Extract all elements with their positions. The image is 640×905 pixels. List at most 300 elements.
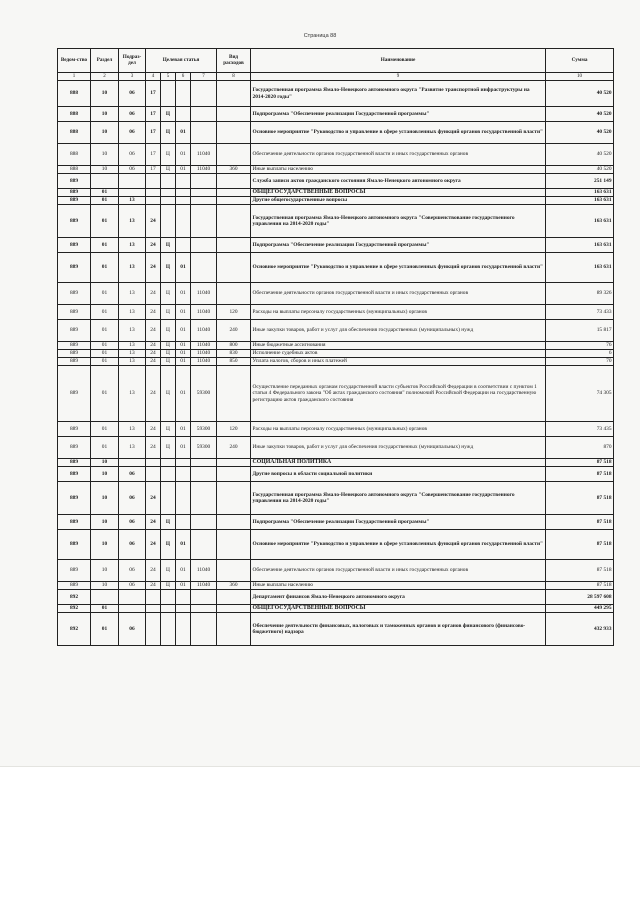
cell-vid-rashodov: 120 [217, 305, 251, 320]
cell-cs-subprogram [161, 482, 176, 515]
cell-cs-program [146, 197, 161, 205]
cell-summa: 74 305 [546, 366, 614, 422]
col-number: 8 [217, 73, 251, 81]
table-row [58, 459, 614, 467]
cell-cs-program: 24 [146, 582, 161, 590]
cell-vid-rashodov: 360 [217, 166, 251, 174]
cell-vid-rashodov [217, 122, 251, 144]
cell-vedomstvo: 888 [58, 144, 91, 166]
cell-vid-rashodov [217, 144, 251, 166]
cell-cs-direction [191, 530, 217, 560]
cell-vedomstvo: 889 [58, 197, 91, 205]
cell-cs-direction: 11040 [191, 560, 217, 582]
cell-vedomstvo: 892 [58, 613, 91, 646]
table-row [58, 437, 614, 459]
cell-cs-event [176, 515, 191, 530]
cell-cs-event [176, 81, 191, 107]
cell-naimenovanie: Служба записи актов гражданского состояния Ямало-Ненецкого автономного округа [251, 174, 546, 189]
cell-vid-rashodov [217, 253, 251, 283]
cell-vedomstvo: 889 [58, 358, 91, 366]
cell-naimenovanie: Государственная программа Ямало-Ненецкого автономного округа "Совершенствование государственного управления на 2014-2020 годы" [251, 482, 546, 515]
table-row [58, 467, 614, 482]
cell-cs-event [176, 107, 191, 122]
cell-podrazdel: 13 [119, 305, 146, 320]
cell-vedomstvo: 889 [58, 422, 91, 437]
table-row [58, 205, 614, 238]
cell-cs-event [176, 613, 191, 646]
cell-vid-rashodov [217, 482, 251, 515]
cell-vid-rashodov [217, 605, 251, 613]
cell-vedomstvo: 888 [58, 166, 91, 174]
cell-podrazdel: 13 [119, 342, 146, 350]
cell-summa: 87 518 [546, 459, 614, 467]
cell-cs-program [146, 590, 161, 605]
page-label: Страница 88 [303, 33, 337, 39]
cell-naimenovanie: Другие вопросы в области социальной политики [251, 467, 546, 482]
table-row [58, 342, 614, 350]
cell-cs-event: 01 [176, 422, 191, 437]
cell-cs-direction [191, 459, 217, 467]
cell-cs-direction [191, 253, 217, 283]
cell-cs-subprogram: Ц [161, 582, 176, 590]
cell-cs-direction: 11040 [191, 358, 217, 366]
cell-cs-program: 24 [146, 358, 161, 366]
cell-cs-subprogram: Ц [161, 350, 176, 358]
cell-razdel: 10 [91, 560, 119, 582]
cell-vid-rashodov [217, 189, 251, 197]
cell-podrazdel: 13 [119, 366, 146, 422]
cell-cs-program [146, 174, 161, 189]
table-row [58, 283, 614, 305]
cell-cs-direction [191, 467, 217, 482]
cell-cs-subprogram: Ц [161, 253, 176, 283]
cell-razdel: 10 [91, 122, 119, 144]
cell-podrazdel [119, 590, 146, 605]
cell-cs-event [176, 605, 191, 613]
cell-cs-direction: 11040 [191, 350, 217, 358]
cell-vid-rashodov [217, 205, 251, 238]
cell-cs-direction [191, 515, 217, 530]
cell-razdel: 01 [91, 358, 119, 366]
cell-naimenovanie: Уплата налогов, сборов и иных платежей [251, 358, 546, 366]
cell-cs-subprogram: Ц [161, 166, 176, 174]
cell-cs-program [146, 467, 161, 482]
cell-cs-subprogram: Ц [161, 422, 176, 437]
cell-cs-subprogram [161, 613, 176, 646]
cell-vedomstvo: 889 [58, 582, 91, 590]
cell-summa: 163 631 [546, 205, 614, 238]
cell-razdel: 01 [91, 605, 119, 613]
cell-summa: 87 518 [546, 582, 614, 590]
cell-podrazdel [119, 459, 146, 467]
cell-razdel: 01 [91, 197, 119, 205]
cell-vid-rashodov: 240 [217, 320, 251, 342]
cell-vid-rashodov [217, 197, 251, 205]
cell-cs-direction: 11040 [191, 283, 217, 305]
header-razdel: Раздел [91, 49, 119, 73]
cell-summa: 15 817 [546, 320, 614, 342]
cell-cs-event: 01 [176, 144, 191, 166]
cell-summa: 163 631 [546, 189, 614, 197]
cell-cs-program: 24 [146, 350, 161, 358]
cell-vid-rashodov [217, 467, 251, 482]
cell-vid-rashodov [217, 283, 251, 305]
cell-cs-program: 17 [146, 122, 161, 144]
cell-naimenovanie: Расходы на выплаты персоналу государственных (муниципальных) органов [251, 422, 546, 437]
cell-podrazdel: 06 [119, 166, 146, 174]
cell-razdel [91, 174, 119, 189]
cell-vid-rashodov [217, 459, 251, 467]
cell-cs-direction [191, 205, 217, 238]
cell-cs-subprogram: Ц [161, 515, 176, 530]
cell-cs-subprogram: Ц [161, 305, 176, 320]
cell-cs-program: 17 [146, 166, 161, 174]
table-row [58, 305, 614, 320]
cell-razdel: 01 [91, 320, 119, 342]
cell-cs-program: 24 [146, 253, 161, 283]
cell-cs-direction [191, 122, 217, 144]
cell-podrazdel: 13 [119, 238, 146, 253]
cell-cs-subprogram [161, 197, 176, 205]
cell-cs-subprogram [161, 590, 176, 605]
cell-razdel: 01 [91, 350, 119, 358]
col-number: 5 [161, 73, 176, 81]
cell-cs-program: 24 [146, 320, 161, 342]
cell-naimenovanie: Департамент финансов Ямало-Ненецкого автономного округа [251, 590, 546, 605]
table-row [58, 605, 614, 613]
cell-razdel: 10 [91, 482, 119, 515]
cell-cs-program: 24 [146, 560, 161, 582]
cell-cs-direction [191, 605, 217, 613]
cell-cs-event: 01 [176, 253, 191, 283]
cell-summa: 251 149 [546, 174, 614, 189]
cell-summa: 73 433 [546, 305, 614, 320]
cell-naimenovanie: Расходы на выплаты персоналу государственных (муниципальных) органов [251, 305, 546, 320]
table-row [58, 560, 614, 582]
header-celevaya-statya: Целевая статья [146, 49, 217, 73]
cell-vedomstvo: 889 [58, 189, 91, 197]
cell-razdel: 01 [91, 253, 119, 283]
cell-podrazdel: 13 [119, 350, 146, 358]
budget-table [57, 48, 614, 646]
cell-summa: 449 295 [546, 605, 614, 613]
table-row [58, 107, 614, 122]
cell-vedomstvo: 889 [58, 437, 91, 459]
cell-summa: 40 520 [546, 81, 614, 107]
cell-summa: 73 435 [546, 422, 614, 437]
cell-cs-subprogram: Ц [161, 530, 176, 560]
cell-cs-subprogram [161, 205, 176, 238]
cell-cs-event [176, 590, 191, 605]
cell-podrazdel [119, 174, 146, 189]
cell-razdel: 01 [91, 189, 119, 197]
cell-cs-event [176, 205, 191, 238]
cell-cs-subprogram: Ц [161, 437, 176, 459]
cell-summa: 870 [546, 437, 614, 459]
header-vid-rashodov: Вид расходов [217, 49, 251, 73]
cell-cs-subprogram [161, 174, 176, 189]
cell-cs-subprogram: Ц [161, 107, 176, 122]
cell-vid-rashodov [217, 613, 251, 646]
cell-razdel: 01 [91, 422, 119, 437]
cell-cs-direction: 11040 [191, 166, 217, 174]
cell-naimenovanie: Обеспечение деятельности финансовых, налоговых и таможенных органов и органов финансового (финансово-бюджетного) надзора [251, 613, 546, 646]
cell-summa: 432 933 [546, 613, 614, 646]
cell-vedomstvo: 889 [58, 530, 91, 560]
cell-cs-direction: 11040 [191, 320, 217, 342]
cell-vid-rashodov [217, 530, 251, 560]
cell-cs-direction: 59300 [191, 366, 217, 422]
cell-cs-event: 01 [176, 283, 191, 305]
cell-cs-direction [191, 590, 217, 605]
cell-cs-program: 24 [146, 482, 161, 515]
cell-cs-program: 24 [146, 283, 161, 305]
cell-podrazdel: 13 [119, 358, 146, 366]
cell-naimenovanie: Основное мероприятие "Руководство и управление в сфере установленных функций органов государственной власти" [251, 530, 546, 560]
table-row [58, 144, 614, 166]
cell-cs-direction [191, 238, 217, 253]
cell-naimenovanie: Исполнение судебных актов [251, 350, 546, 358]
cell-cs-program: 17 [146, 81, 161, 107]
header-summa: Сумма [546, 49, 614, 73]
cell-cs-subprogram: Ц [161, 560, 176, 582]
table-row [58, 582, 614, 590]
table-row [58, 515, 614, 530]
cell-podrazdel: 06 [119, 482, 146, 515]
cell-cs-event: 01 [176, 366, 191, 422]
table-row [58, 613, 614, 646]
cell-cs-subprogram: Ц [161, 122, 176, 144]
table-row [58, 253, 614, 283]
cell-vedomstvo: 892 [58, 605, 91, 613]
cell-cs-event: 01 [176, 122, 191, 144]
cell-cs-program [146, 459, 161, 467]
cell-podrazdel: 06 [119, 582, 146, 590]
cell-cs-direction: 11040 [191, 144, 217, 166]
cell-cs-program: 24 [146, 238, 161, 253]
cell-razdel: 01 [91, 437, 119, 459]
cell-naimenovanie: Иные закупки товаров, работ и услуг для обеспечения государственных (муниципальных) нужд [251, 320, 546, 342]
cell-cs-direction: 11040 [191, 582, 217, 590]
cell-summa: 40 520 [546, 107, 614, 122]
header-vedomstvo: Ведом-ство [58, 49, 91, 73]
cell-vedomstvo: 889 [58, 467, 91, 482]
cell-cs-direction: 11040 [191, 305, 217, 320]
cell-podrazdel: 06 [119, 144, 146, 166]
col-number: 7 [191, 73, 217, 81]
cell-cs-program [146, 605, 161, 613]
cell-cs-event: 01 [176, 305, 191, 320]
cell-vedomstvo: 889 [58, 174, 91, 189]
cell-vedomstvo: 892 [58, 590, 91, 605]
cell-summa: 40 520 [546, 122, 614, 144]
cell-naimenovanie: Иные выплаты населению [251, 166, 546, 174]
cell-cs-program: 24 [146, 530, 161, 560]
cell-cs-program: 24 [146, 305, 161, 320]
cell-vid-rashodov [217, 515, 251, 530]
cell-naimenovanie: ОБЩЕГОСУДАРСТВЕННЫЕ ВОПРОСЫ [251, 189, 546, 197]
cell-vid-rashodov [217, 366, 251, 422]
cell-cs-event: 01 [176, 166, 191, 174]
cell-naimenovanie: Обеспечение деятельности органов государственной власти и иных государственных органов [251, 283, 546, 305]
cell-cs-direction [191, 197, 217, 205]
cell-cs-direction: 59300 [191, 422, 217, 437]
cell-summa: 89 326 [546, 283, 614, 305]
cell-podrazdel: 13 [119, 320, 146, 342]
cell-naimenovanie: СОЦИАЛЬНАЯ ПОЛИТИКА [251, 459, 546, 467]
table-row [58, 530, 614, 560]
cell-cs-subprogram [161, 459, 176, 467]
table-row [58, 122, 614, 144]
cell-vid-rashodov [217, 238, 251, 253]
cell-vedomstvo: 889 [58, 560, 91, 582]
cell-summa: 87 518 [546, 560, 614, 582]
cell-cs-program [146, 189, 161, 197]
cell-podrazdel: 06 [119, 515, 146, 530]
cell-razdel: 01 [91, 283, 119, 305]
cell-cs-subprogram: Ц [161, 366, 176, 422]
cell-podrazdel: 06 [119, 122, 146, 144]
cell-vedomstvo: 889 [58, 253, 91, 283]
cell-cs-subprogram [161, 605, 176, 613]
table-row [58, 197, 614, 205]
cell-podrazdel: 13 [119, 437, 146, 459]
cell-podrazdel [119, 605, 146, 613]
header-podrazdel: Подраз-дел [119, 49, 146, 73]
cell-vid-rashodov [217, 81, 251, 107]
cell-razdel: 10 [91, 166, 119, 174]
cell-cs-event: 01 [176, 358, 191, 366]
cell-vedomstvo: 888 [58, 81, 91, 107]
cell-cs-direction [191, 81, 217, 107]
cell-razdel: 10 [91, 582, 119, 590]
cell-naimenovanie: Государственная программа Ямало-Ненецкого автономного округа "Совершенствование государственного управления на 2014-2020 годы" [251, 205, 546, 238]
cell-podrazdel: 06 [119, 467, 146, 482]
cell-vedomstvo: 889 [58, 482, 91, 515]
cell-summa: 87 518 [546, 530, 614, 560]
cell-summa: 70 [546, 358, 614, 366]
cell-razdel: 10 [91, 459, 119, 467]
table-row [58, 174, 614, 189]
cell-cs-event [176, 189, 191, 197]
cell-summa: 6 [546, 350, 614, 358]
cell-vid-rashodov: 830 [217, 350, 251, 358]
cell-summa: 28 597 608 [546, 590, 614, 605]
cell-cs-direction: 11040 [191, 342, 217, 350]
cell-razdel: 01 [91, 342, 119, 350]
cell-cs-direction [191, 482, 217, 515]
cell-cs-event: 01 [176, 530, 191, 560]
cell-vid-rashodov: 120 [217, 422, 251, 437]
cell-cs-subprogram: Ц [161, 342, 176, 350]
cell-razdel [91, 590, 119, 605]
cell-podrazdel: 06 [119, 560, 146, 582]
cell-cs-event: 01 [176, 342, 191, 350]
col-number: 4 [146, 73, 161, 81]
cell-podrazdel [119, 189, 146, 197]
cell-razdel: 10 [91, 530, 119, 560]
cell-cs-program: 24 [146, 366, 161, 422]
table-row [58, 189, 614, 197]
cell-cs-direction [191, 107, 217, 122]
cell-cs-program: 24 [146, 422, 161, 437]
cell-podrazdel: 06 [119, 81, 146, 107]
table-row [58, 320, 614, 342]
table-row [58, 350, 614, 358]
cell-cs-subprogram: Ц [161, 238, 176, 253]
table-row [58, 238, 614, 253]
cell-vid-rashodov: 240 [217, 437, 251, 459]
cell-cs-program: 24 [146, 205, 161, 238]
header-naimenovanie: Наименование [251, 49, 546, 73]
cell-podrazdel: 13 [119, 197, 146, 205]
cell-cs-event [176, 482, 191, 515]
cell-cs-subprogram: Ц [161, 358, 176, 366]
cell-razdel: 10 [91, 515, 119, 530]
cell-cs-event [176, 459, 191, 467]
cell-razdel: 01 [91, 238, 119, 253]
cell-razdel: 01 [91, 366, 119, 422]
cell-cs-program: 17 [146, 107, 161, 122]
cell-vedomstvo: 889 [58, 320, 91, 342]
cell-podrazdel: 06 [119, 530, 146, 560]
table-row [58, 81, 614, 107]
col-number: 1 [58, 73, 91, 81]
table-row [58, 422, 614, 437]
cell-summa: 87 518 [546, 467, 614, 482]
cell-vid-rashodov: 360 [217, 582, 251, 590]
cell-summa: 87 518 [546, 515, 614, 530]
cell-naimenovanie: ОБЩЕГОСУДАРСТВЕННЫЕ ВОПРОСЫ [251, 605, 546, 613]
cell-vid-rashodov [217, 560, 251, 582]
cell-summa: 163 631 [546, 197, 614, 205]
cell-summa: 163 631 [546, 238, 614, 253]
cell-cs-subprogram: Ц [161, 144, 176, 166]
cell-naimenovanie: Подпрограмма "Обеспечение реализации Государственной программы" [251, 515, 546, 530]
cell-summa: 40 520 [546, 144, 614, 166]
cell-naimenovanie: Другие общегосударственные вопросы [251, 197, 546, 205]
table-row [58, 166, 614, 174]
cell-razdel: 10 [91, 144, 119, 166]
cell-cs-event: 01 [176, 350, 191, 358]
cell-cs-program: 24 [146, 437, 161, 459]
cell-cs-direction: 59300 [191, 437, 217, 459]
cell-cs-program: 24 [146, 342, 161, 350]
cell-cs-event: 01 [176, 437, 191, 459]
table-body [58, 81, 614, 646]
cell-razdel: 01 [91, 613, 119, 646]
table-row [58, 358, 614, 366]
cell-cs-event [176, 238, 191, 253]
cell-summa: 76 [546, 342, 614, 350]
cell-vedomstvo: 888 [58, 107, 91, 122]
cell-vid-rashodov [217, 174, 251, 189]
cell-podrazdel: 13 [119, 283, 146, 305]
cell-naimenovanie: Иные выплаты населению [251, 582, 546, 590]
cell-cs-event [176, 467, 191, 482]
cell-cs-event [176, 174, 191, 189]
cell-cs-subprogram [161, 467, 176, 482]
cell-razdel: 10 [91, 81, 119, 107]
cell-podrazdel: 06 [119, 107, 146, 122]
cell-podrazdel: 13 [119, 422, 146, 437]
cell-naimenovanie: Подпрограмма "Обеспечение реализации Государственной программы" [251, 107, 546, 122]
cell-cs-subprogram: Ц [161, 320, 176, 342]
cell-cs-subprogram [161, 81, 176, 107]
cell-razdel: 01 [91, 205, 119, 238]
cell-cs-event: 01 [176, 560, 191, 582]
cell-summa: 87 518 [546, 482, 614, 515]
